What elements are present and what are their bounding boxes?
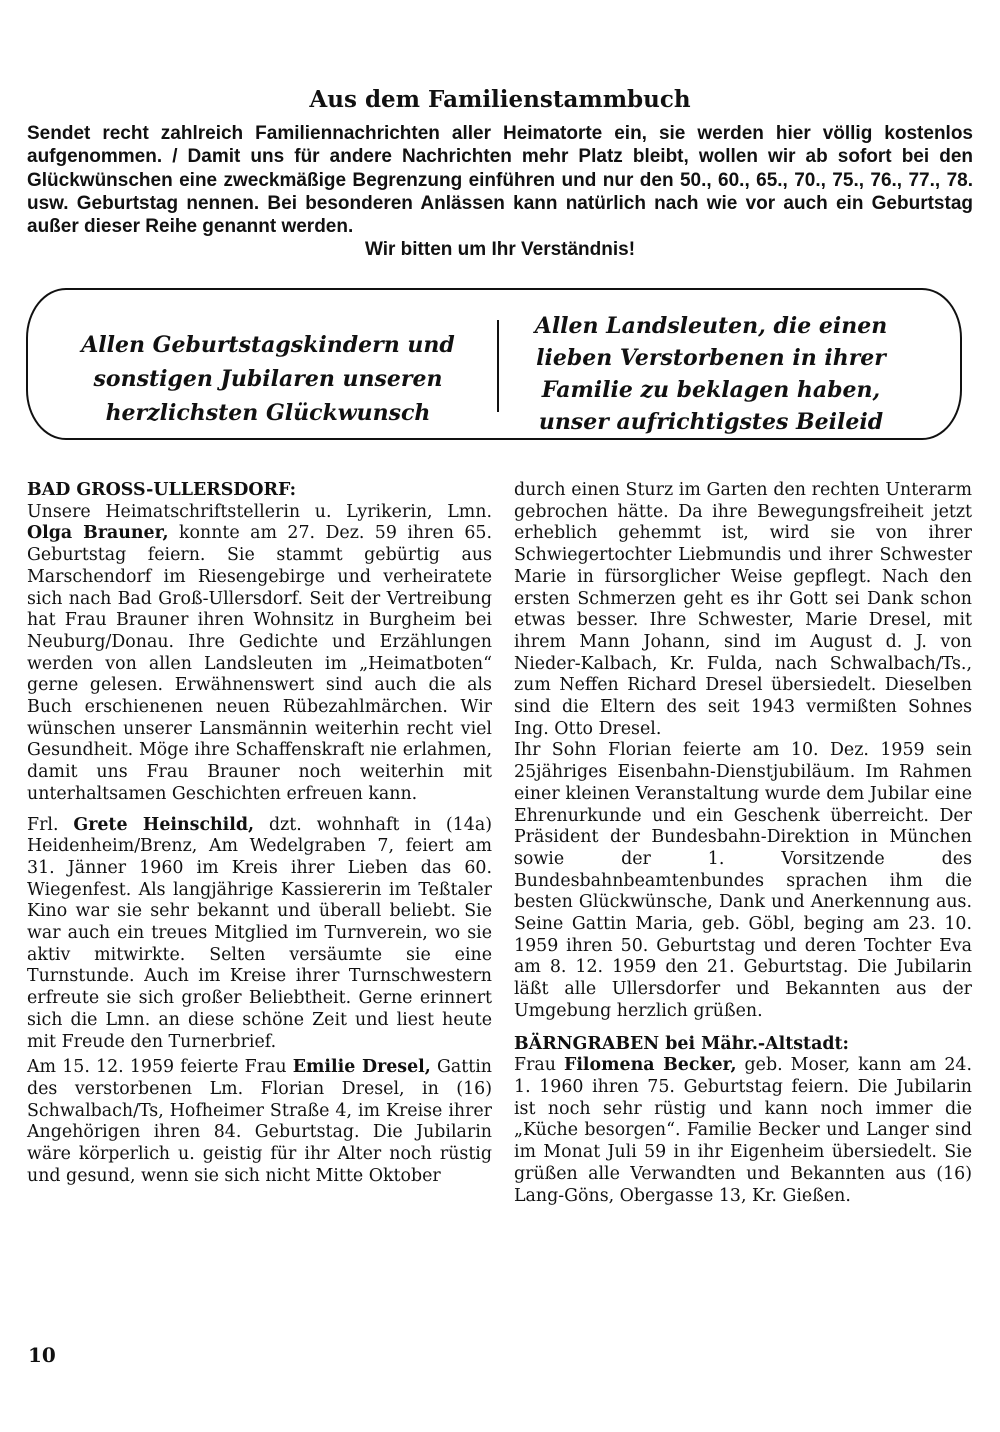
page-title: Aus dem Familienstammbuch — [309, 86, 691, 113]
person-name: Emilie Dresel, — [292, 1057, 431, 1078]
text-run: konnte am 27. Dez. 59 ihren 65. Geburtstag feiern. Sie stammt gebürtig aus Marschendorf im Riesengebirge und verheiratete sich nach Bad Groß-Ullersdorf. Seit der Vertreibung hat Frau Brauner ihren Wohnsitz in Burgheim bei Neuburg/Donau. Ihre Gedichte und Erzählungen werden von allen Landsleuten im „Heimatboten“ gerne gelesen. Erwähnenswert sind auch die als Buch erschienenen neuen Rübezahlmärchen. Wir wünschen unserer Lansmännin weiterhin recht viel Gesundheit. Möge ihre Schaffenskraft nie erlahmen, damit uns Frau Brauner noch weiterhin mit unterhaltsamen Geschichten erfreuen kann. — [27, 523, 493, 804]
person-name: Filomena Becker, — [563, 1055, 737, 1076]
article-emilie-dresel-continued: durch einen Sturz im Garten den rechten Unterarm gebrochen hätte. Da ihre Bewegungsfreiheit jetzt erheblich gehemmt ist, wird sie von ihrer Schwiegertochter Liebmundis und ihrer Schwester Marie in fürsorglicher Weise gepflegt. Nach den ersten Schmerzen geht es ihr Gott sei Dank schon etwas besser. Ihre Schwester, Marie Dresel, mit ihrem Mann Johann, sind im August d. J. von Nieder-Kalbach, Kr. Fulda, nach Schwalbach/Ts., zum Neffen Richard Dresel übersiedelt. Dieselben sind die Eltern des seit 1943 vermißten Sohnes Ing. Otto Dresel. — [514, 480, 972, 739]
left-column — [27, 480, 492, 1188]
condolence-message: Allen Landsleuten, die einen lieben Verstorbenen in ihrer Familie zu beklagen haben, unser aufrichtigstes Beileid — [534, 313, 888, 435]
text-run: Gattin des verstorbenen Lm. Florian Dresel, in (16) Schwalbach/Ts, Hofheimer Straße 4, im Kreise ihrer Angehörigen ihren 84. Geburtstag. Die Jubilarin wäre körperlich u. geistig für ihr Alter noch rüstig und gesund, wenn sie sich nicht Mitte Oktober — [27, 1057, 492, 1186]
article-grete-heinschild — [27, 815, 492, 1054]
text-run: geb. Moser, kann am 24. 1. 1960 ihren 75. Geburtstag feiern. Die Jubilarin ist noch sehr rüstig und kann noch immer die „Küche besorgen“. Familie Becker und Langer sind im Monat Juli 59 in ihr Eigenheim übersiedelt. Sie grüßen alle Verwandten und Bekannten aus (16) Lang-Göns, Obergasse 13, Kr. Gießen. — [514, 1055, 972, 1206]
section-heading-bad-gross-ullersdorf: BAD GROSS-ULLERSDORF: — [27, 480, 297, 500]
person-name: Olga Brauner, — [27, 523, 169, 544]
text-run: dzt. wohnhaft in (14a) Heidenheim/Brenz, Am Wedelgraben 7, feiert am 31. Jänner 1960 im Kreis ihrer Lieben das 60. Wiegenfest. Als langjährige Kassiererin im Teßtaler Kino war sie sehr bekannt und überall beliebt. Sie war auch ein treues Mitglied im Turnverein, wo sie aktiv mitwirkte. Selten versäumte sie eine Turnstunde. Auch im Kreise ihrer Turnschwestern erfreute sie sich großer Beliebtheit. Gerne erinnert sich die Lmn. an diese schöne Zeit und liest heute mit Freude den Turnerbrief. — [27, 814, 492, 1052]
box-divider — [497, 320, 499, 412]
birthday-greeting: Allen Geburtstagskindern und sonstigen Jubilaren unseren herzlichsten Glückwunsch — [81, 332, 455, 426]
article-florian-dresel: Ihr Sohn Florian feierte am 10. Dez. 1959 sein 25jähriges Eisenbahn-Dienstjubiläum. Im Rahmen einer kleinen Veranstaltung wurde dem Jubilar eine Ehrenurkunde und ein Geschenk überreicht. Der Präsident der Bundesbahn-Direktion in München sowie der 1. Vorsitzende des Bundesbahnbeamtenbundes sprachen ihm die besten Glückwünsche, Dank und Anerkennung aus. Seine Gattin Maria, geb. Göbl, beging am 23. 10. 1959 ihren 50. Geburtstag und deren Tochter Eva am 8. 12. 1959 den 21. Geburtstag. Die Jubilarin läßt alle Ullersdorfer und Bekannten aus der Umgebung herzlich grüßen. — [514, 740, 972, 1021]
person-name: Grete Heinschild, — [73, 814, 255, 835]
text-run: Unsere Heimatschriftstellerin u. Lyrikerin, Lmn. — [27, 501, 492, 522]
section-heading-baerngraben: BÄRNGRABEN bei Mähr.-Altstadt: — [514, 1033, 849, 1054]
article-olga-brauner — [27, 502, 492, 806]
intro-closing: Wir bitten um Ihr Verständnis! — [364, 239, 636, 261]
text-run: Am 15. 12. 1959 feierte Frau — [27, 1057, 293, 1078]
article-emilie-dresel — [27, 1057, 492, 1187]
right-column — [514, 480, 972, 1207]
article-filomena-becker — [514, 1055, 972, 1207]
page-number: 10 — [28, 1343, 56, 1367]
text-run: Frl. — [27, 814, 74, 835]
text-run: Frau — [514, 1055, 564, 1076]
intro-body: Sendet recht zahlreich Familiennachrichten aller Heimatorte ein, sie werden hier völlig kostenlos aufgenommen. / Damit uns für andere Nachrichten mehr Platz bleibt, wollen wir ab sofort bei den Glückwünschen eine zweckmäßige Begrenzung einführen und nur den 50., 60., 65., 70., 75., 76., 77., 78. usw. Geburtstag nennen. Bei besonderen Anlässen kann natürlich nach wie vor auch ein Geburtstag außer dieser Reihe genannt werden. — [27, 123, 973, 238]
intro-text — [27, 122, 973, 262]
greetings-box — [26, 288, 962, 440]
